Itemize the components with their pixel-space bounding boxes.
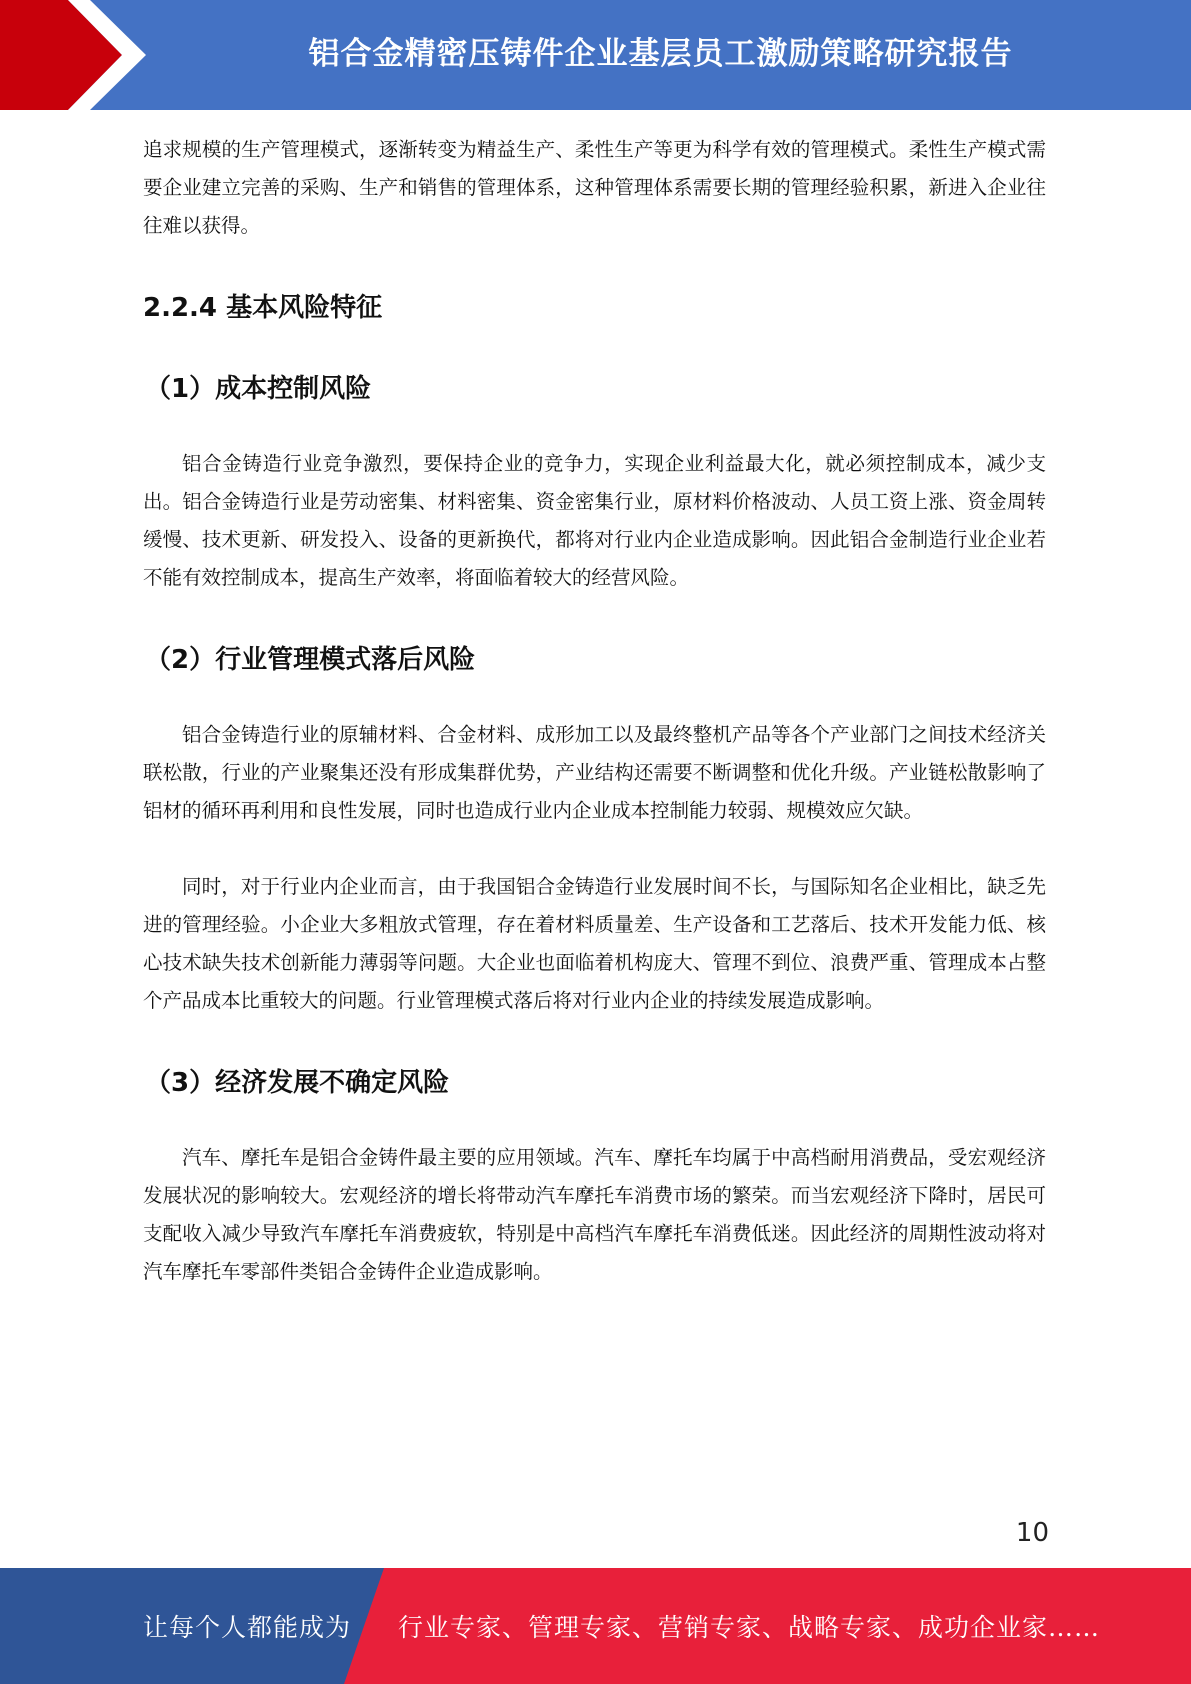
intro-paragraph: 追求规模的生产管理模式，逐渐转变为精益生产、柔性生产等更为科学有效的管理模式。柔性生产模式需要企业建立完善的采购、生产和销售的管理体系，这种管理体系需要长期的管理经验积累，新进入企业往往难以获得。 — [143, 138, 1046, 237]
subsection-1-paragraph: 铝合金铸造行业竞争激烈，要保持企业的竞争力，实现企业利益最大化，就必须控制成本，减少支出。铝合金铸造行业是劳动密集、材料密集、资金密集行业，原材料价格波动、人员工资上涨、资金周转缓慢、技术更新、研发投入、设备的更新换代，都将对行业内企业造成影响。因此铝合金制造行业企业若不能有效控制成本，提高生产效率，将面临着较大的经营风险。 — [143, 452, 1046, 589]
page-content — [143, 131, 1046, 1291]
page-header — [0, 0, 1191, 110]
header-arrow-decoration — [0, 0, 160, 110]
page-number: 10 — [1015, 1518, 1049, 1548]
subsection-3-paragraph: 汽车、摩托车是铝合金铸件最主要的应用领域。汽车、摩托车均属于中高档耐用消费品，受宏观经济发展状况的影响较大。宏观经济的增长将带动汽车摩托车消费市场的繁荣。而当宏观经济下降时，居民可支配收入减少导致汽车摩托车消费疲软，特别是中高档汽车摩托车消费低迷。因此经济的周期性波动将对汽车摩托车零部件类铝合金铸件企业造成影响。 — [143, 1146, 1046, 1283]
footer-slogan-left: 让每个人都能成为 — [143, 1613, 352, 1642]
page-footer — [0, 1568, 1191, 1684]
section-heading: 2.2.4 基本风险特征 — [143, 293, 383, 323]
subsection-2-paragraph-2: 同时，对于行业内企业而言，由于我国铝合金铸造行业发展时间不长，与国际知名企业相比，缺乏先进的管理经验。小企业大多粗放式管理，存在着材料质量差、生产设备和工艺落后、技术开发能力低、核心技术缺失技术创新能力薄弱等问题。大企业也面临着机构庞大、管理不到位、浪费严重、管理成本占整个产品成本比重较大的问题。行业管理模式落后将对行业内企业的持续发展造成影响。 — [143, 875, 1046, 1012]
subsection-heading-3: （3）经济发展不确定风险 — [145, 1068, 450, 1098]
subsection-heading-2: （2）行业管理模式落后风险 — [145, 645, 476, 675]
report-title: 铝合金精密压铸件企业基层员工激励策略研究报告 — [308, 36, 1013, 72]
subsection-heading-1: （1）成本控制风险 — [145, 374, 372, 404]
subsection-2-paragraph-1: 铝合金铸造行业的原辅材料、合金材料、成形加工以及最终整机产品等各个产业部门之间技术经济关联松散，行业的产业聚集还没有形成集群优势，产业结构还需要不断调整和优化升级。产业链松散影响了铝材的循环再利用和良性发展，同时也造成行业内企业成本控制能力较弱、规模效应欠缺。 — [143, 723, 1046, 822]
footer-slogan-right: 行业专家、管理专家、营销专家、战略专家、成功企业家…… — [398, 1613, 1101, 1642]
